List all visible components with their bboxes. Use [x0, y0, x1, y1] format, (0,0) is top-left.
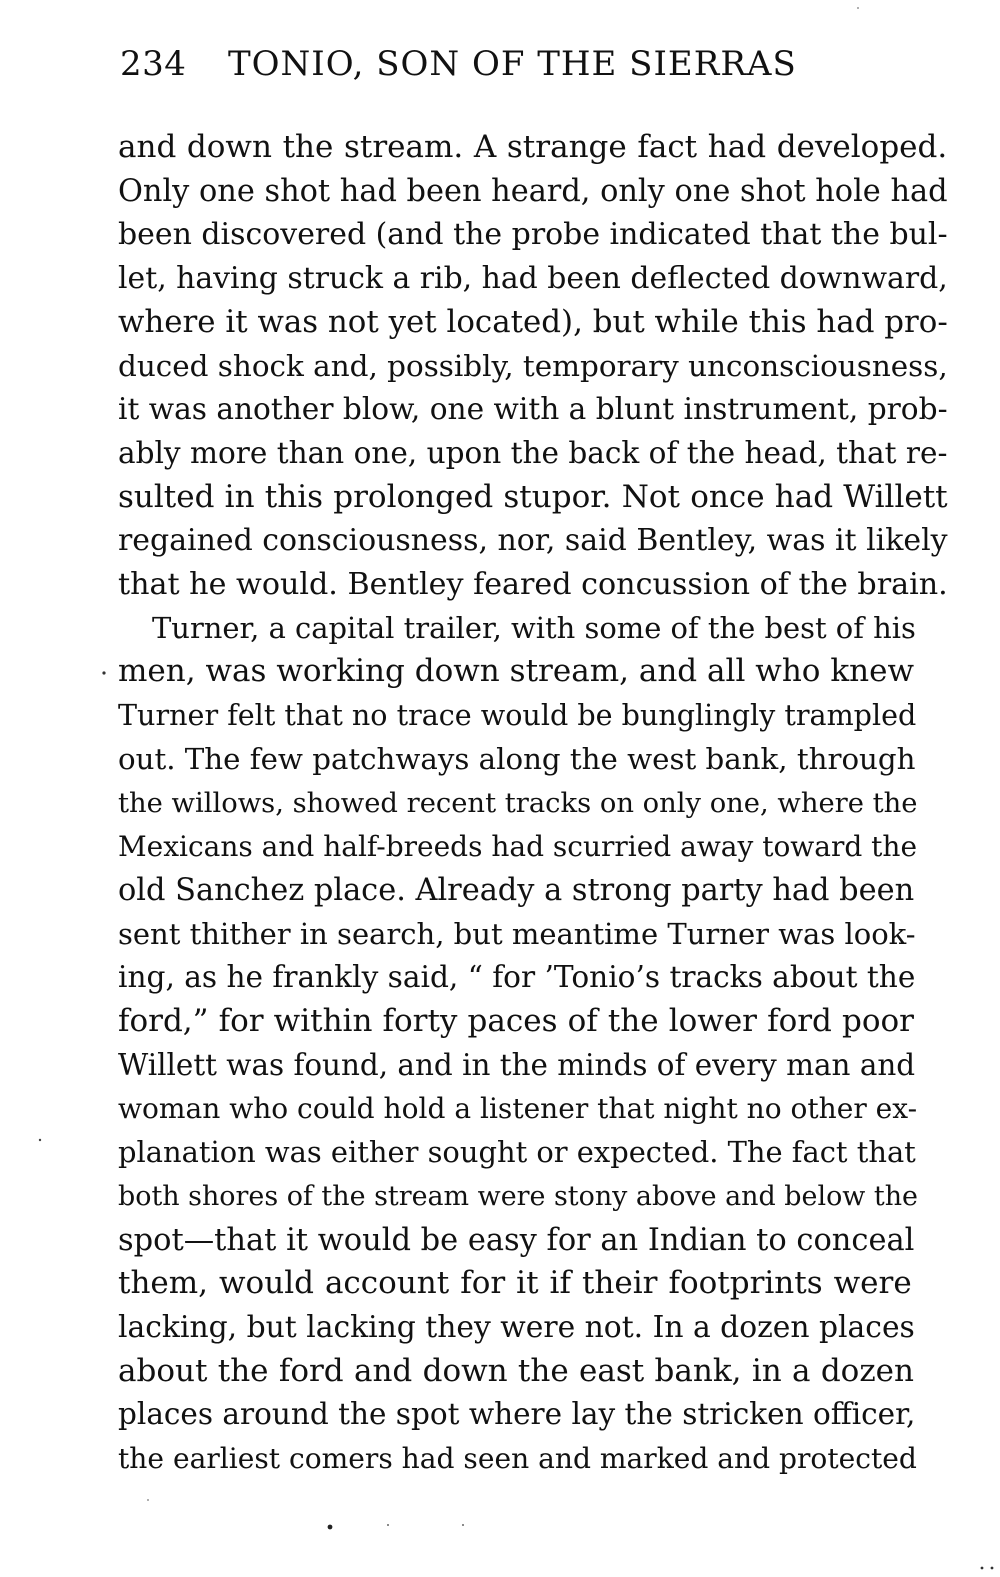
text-line: ford,” for within forty paces of the lower ford poor [118, 1003, 914, 1040]
text-line: the earliest comers had seen and marked and protected [118, 1442, 917, 1476]
text-line: the willows, showed recent tracks on only one, where the [118, 787, 918, 819]
body-text [118, 126, 948, 1481]
text-line: regained consciousness, nor, said Bentley, was it likely [118, 523, 948, 559]
text-line: out. The few patchways along the west bank, through [118, 741, 916, 776]
text-line: been discovered (and the probe indicated that the bul- [118, 217, 948, 253]
text-line: men, was working down stream, and all who knew [118, 653, 914, 690]
ink-speck [462, 1524, 464, 1526]
text-line: lacking, but lacking they were not. In a dozen places [118, 1309, 915, 1345]
text-line: planation was either sought or expected. The fact that [118, 1135, 916, 1170]
text-line: Mexicans and half-breeds had scurried away toward the [118, 830, 918, 864]
text-line: ably more than one, upon the back of the head, that re- [118, 435, 948, 470]
text-line: them, would account for it if their footprints were [118, 1265, 912, 1302]
ink-speck [102, 671, 105, 674]
text-line: where it was not yet located), but while this had pro- [118, 303, 948, 340]
running-head: TONIO, SON OF THE SIERRAS [228, 44, 797, 84]
text-line: places around the spot where lay the stricken officer, [118, 1397, 916, 1432]
text-line: and down the stream. A strange fact had developed. [118, 129, 948, 165]
text-line: Willett was found, and in the minds of every man and [118, 1047, 916, 1082]
paragraph-2 [118, 607, 948, 1481]
ink-speck [981, 1567, 984, 1570]
page-number: 234 [120, 44, 187, 84]
ink-speck [991, 1567, 994, 1570]
text-line: sulted in this prolonged stupor. Not once had Willett [118, 478, 948, 515]
ink-speck [857, 7, 859, 9]
text-line: let, having struck a rib, had been deflected downward, [118, 261, 948, 297]
text-line: Turner, a capital trailer, with some of the best of his [152, 610, 916, 645]
text-line: about the ford and down the east bank, in a dozen [118, 1352, 914, 1389]
text-line: sent thither in search, but meantime Turner was look- [118, 916, 916, 951]
ink-speck [39, 1139, 41, 1141]
text-line: Only one shot had been heard, only one shot hole had [118, 173, 948, 209]
paragraph-1 [118, 126, 948, 607]
text-line: old Sanchez place. Already a strong party had been [118, 872, 915, 908]
text-line: Turner felt that no trace would be bunglingly trampled [118, 698, 917, 733]
text-line: it was another blow, one with a blunt instrument, prob- [118, 392, 948, 427]
ink-speck [147, 1499, 149, 1501]
ink-speck [387, 1524, 389, 1526]
text-line: ing, as he frankly said, “ for ’Tonio’s tracks about the [118, 960, 916, 995]
text-line: spot—that it would be easy for an Indian to conceal [118, 1222, 915, 1258]
ink-speck [328, 1525, 333, 1530]
text-line: both shores of the stream were stony above and below the [118, 1180, 918, 1212]
text-line: duced shock and, possibly, temporary unconsciousness, [118, 348, 948, 383]
page-header [120, 40, 880, 88]
text-line: that he would. Bentley feared concussion of the brain. [118, 567, 948, 603]
text-line: woman who could hold a listener that night no other ex- [118, 1092, 918, 1126]
